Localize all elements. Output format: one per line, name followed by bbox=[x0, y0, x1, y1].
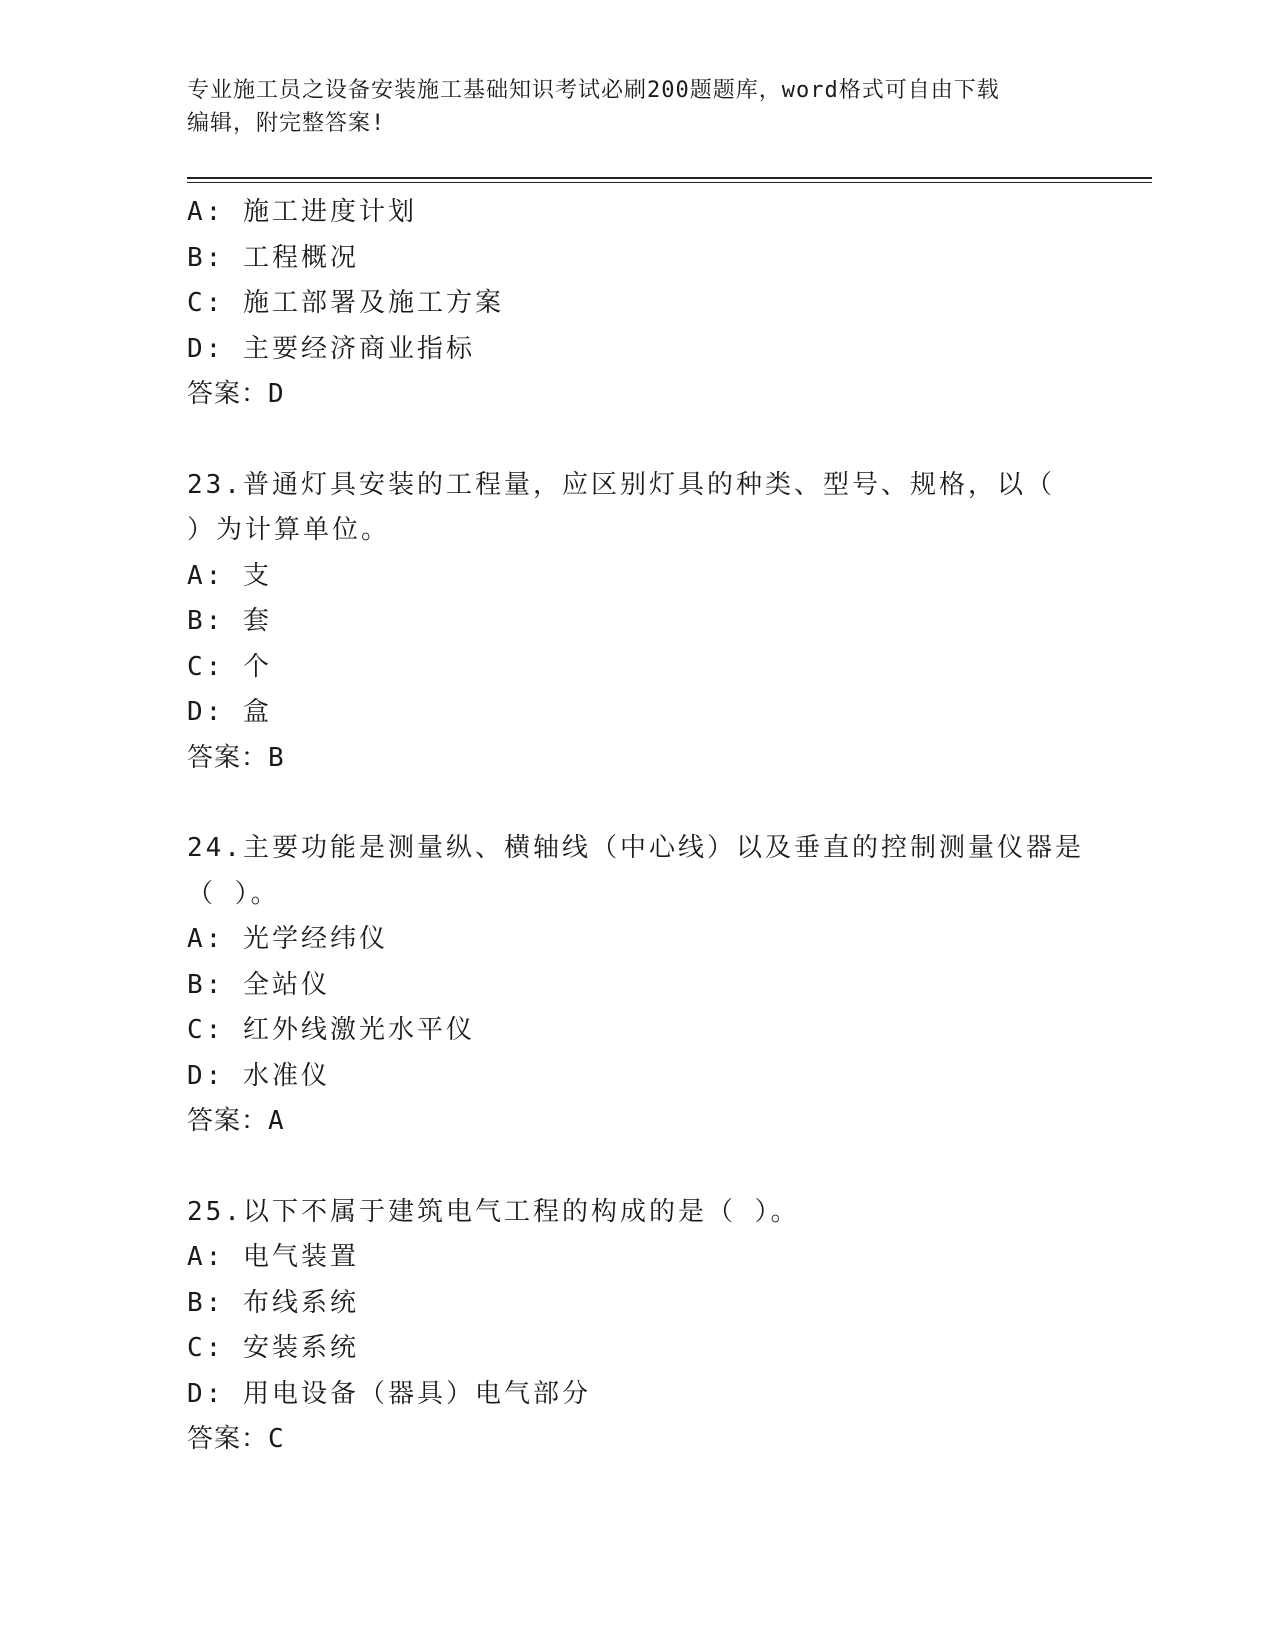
answer-label: 答案：C bbox=[187, 1424, 285, 1454]
header-divider-thin bbox=[187, 182, 1152, 183]
answer-label: 答案：A bbox=[187, 1106, 285, 1136]
document-header bbox=[187, 74, 1067, 140]
answer-label: 答案：D bbox=[187, 379, 285, 409]
question-23-block bbox=[187, 463, 1087, 782]
question-24-text-line-2: （ ）。 bbox=[187, 878, 280, 909]
question-22-block bbox=[187, 190, 1087, 418]
option-a: A: 支 bbox=[187, 560, 272, 591]
option-a: A: 电气装置 bbox=[187, 1242, 359, 1272]
option-a: A: 光学经纬仪 bbox=[187, 924, 388, 954]
header-title-line-2: 编辑，附完整答案! bbox=[187, 111, 386, 136]
option-d: D: 水准仪 bbox=[187, 1060, 330, 1091]
option-a: A: 施工进度计划 bbox=[187, 197, 417, 227]
header-divider bbox=[187, 177, 1152, 179]
option-c: C: 个 bbox=[187, 651, 272, 682]
question-23-text-line-1: 23.普通灯具安装的工程量，应区别灯具的种类、型号、规格，以（ bbox=[187, 469, 1055, 500]
option-d: D: 盒 bbox=[187, 697, 272, 727]
option-c: C: 安装系统 bbox=[187, 1333, 359, 1363]
question-24-block bbox=[187, 826, 1087, 1145]
question-list bbox=[187, 190, 1087, 1463]
question-23-text-line-2: ）为计算单位。 bbox=[187, 515, 391, 545]
answer-label: 答案：B bbox=[187, 742, 285, 773]
option-d: D: 主要经济商业指标 bbox=[187, 333, 475, 364]
option-b: B: 全站仪 bbox=[187, 969, 330, 1000]
option-b: B: 布线系统 bbox=[187, 1287, 359, 1318]
question-24-text-line-1: 24.主要功能是测量纵、横轴线（中心线）以及垂直的控制测量仪器是 bbox=[187, 833, 1084, 863]
question-25-block bbox=[187, 1190, 1087, 1463]
question-25-text: 25.以下不属于建筑电气工程的构成的是（ ）。 bbox=[187, 1196, 800, 1227]
option-c: C: 红外线激光水平仪 bbox=[187, 1015, 475, 1045]
header-title-line-1: 专业施工员之设备安装施工基础知识考试必刷200题题库，word格式可自由下载 bbox=[187, 78, 1000, 103]
option-b: B: 工程概况 bbox=[187, 242, 359, 273]
option-b: B: 套 bbox=[187, 606, 272, 636]
option-d: D: 用电设备（器具）电气部分 bbox=[187, 1378, 591, 1409]
option-c: C: 施工部署及施工方案 bbox=[187, 288, 504, 318]
